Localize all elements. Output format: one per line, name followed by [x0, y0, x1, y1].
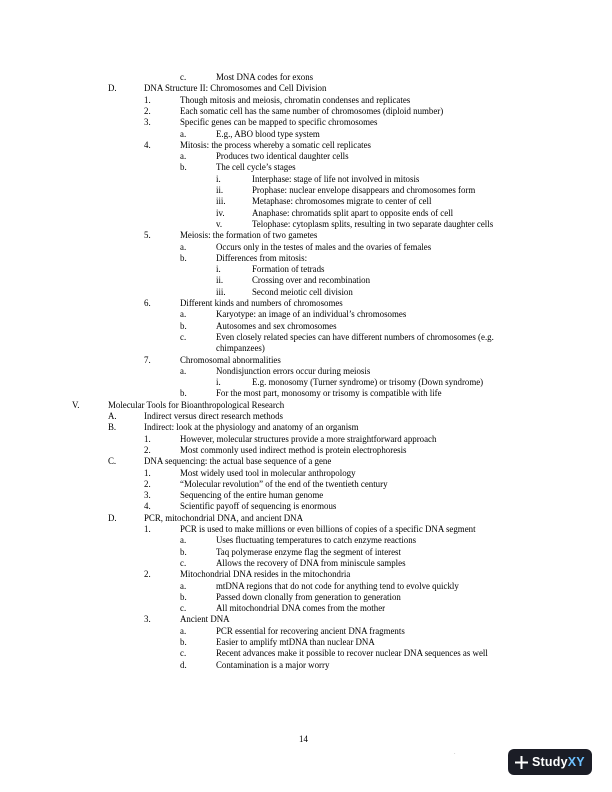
outline-text: PCR essential for recovering ancient DNA fragments — [216, 625, 405, 636]
outline-text: Allows the recovery of DNA from miniscule samples — [216, 557, 406, 568]
outline-text: Indirect versus direct research methods — [144, 411, 283, 421]
outline-marker: A. — [108, 411, 117, 421]
outline-text: Taq polymerase enzyme flag the segment of interest — [216, 546, 401, 557]
outline-text: Prophase: nuclear envelope disappears and chromosomes form — [252, 185, 476, 195]
outline-text: However, molecular structures provide a more straightforward approach — [180, 433, 437, 444]
outline-marker: a. — [180, 309, 187, 320]
outline-text: Mitochondrial DNA resides in the mitochondria — [180, 569, 351, 580]
outline-marker: i. — [216, 173, 221, 184]
outline-text: Specific genes can be mapped to specific chromosomes — [180, 117, 378, 128]
outline-marker: D. — [108, 83, 117, 94]
outline-marker: b. — [180, 546, 187, 557]
outline-marker: 4. — [144, 139, 151, 150]
outline-marker: b. — [180, 591, 187, 602]
outline-text: Differences from mitosis: — [216, 252, 308, 263]
outline-marker: b. — [180, 637, 187, 647]
outline-marker: a. — [180, 365, 187, 376]
outline-marker: c. — [180, 603, 187, 614]
outline-text: PCR, mitochondrial DNA, and ancient DNA — [144, 512, 303, 523]
outline-marker: b. — [180, 320, 187, 331]
outline-marker: a. — [180, 128, 187, 139]
outline-marker: c. — [180, 648, 187, 659]
outline-marker: ii. — [216, 185, 224, 195]
outline-text: Recent advances make it possible to recover nuclear DNA sequences as well — [216, 648, 488, 659]
outline-text: DNA sequencing: the actual base sequence of a gene — [144, 456, 332, 467]
outline-marker: ii. — [216, 275, 224, 286]
outline-marker: 4. — [144, 501, 151, 512]
outline-marker: d. — [180, 659, 187, 670]
outline-marker: 6. — [144, 298, 151, 308]
outline-text: Nondisjunction errors occur during meiosis — [216, 365, 371, 376]
outline-text: Karyotype: an image of an individual’s chromosomes — [216, 309, 407, 320]
outline-marker: 1. — [144, 467, 151, 478]
outline-marker: 3. — [144, 614, 151, 625]
outline-text: Second meiotic cell division — [252, 286, 353, 297]
outline-text: The cell cycle’s stages — [216, 162, 296, 173]
outline-marker: i. — [216, 264, 221, 275]
badge-word-xy: XY — [567, 755, 585, 769]
studyxy-badge[interactable] — [508, 749, 592, 775]
outline-marker: c. — [180, 331, 187, 342]
outline-text: Scientific payoff of sequencing is enormous — [180, 501, 337, 512]
outline-marker: a. — [180, 535, 187, 546]
outline-text: Metaphase: chromosomes migrate to center of cell — [252, 196, 432, 207]
outline-text: Most commonly used indirect method is protein electrophoresis — [180, 444, 407, 455]
outline-marker: a. — [180, 241, 187, 252]
outline-marker: v. — [216, 218, 223, 229]
outline-marker: 1. — [144, 94, 151, 105]
outline-marker: 3. — [144, 117, 151, 128]
outline-text: “Molecular revolution” of the end of the twentieth century — [180, 478, 388, 489]
outline-text: Most widely used tool in molecular anthropology — [180, 467, 356, 478]
outline-text: Crossing over and recombination — [252, 275, 371, 286]
outline-marker: b. — [180, 388, 187, 399]
outline-text: Contamination is a major worry — [216, 659, 330, 670]
outline-marker: a. — [180, 151, 187, 162]
outline-marker: V. — [72, 399, 80, 410]
outline-marker: iii. — [216, 196, 226, 207]
outline-marker: a. — [180, 625, 187, 636]
outline-marker: D. — [108, 512, 117, 523]
outline-text: PCR is used to make millions or even billions of copies of a specific DNA segment — [180, 524, 476, 534]
plus-icon — [515, 756, 528, 769]
outline-text: E.g., ABO blood type system — [216, 128, 320, 139]
outline-marker: 1. — [144, 524, 151, 534]
outline-text: Each somatic cell has the same number of chromosomes (diploid number) — [180, 105, 444, 116]
outline-text: Uses fluctuating temperatures to catch enzyme reactions — [216, 535, 417, 546]
outline-text: mtDNA regions that do not code for anything tend to evolve quickly — [216, 580, 459, 591]
outline-text: Anaphase: chromatids split apart to opposite ends of cell — [252, 207, 454, 218]
outline-text: Indirect: look at the physiology and anatomy of an organism — [144, 422, 359, 433]
outline-text: E.g. monosomy (Turner syndrome) or trisomy (Down syndrome) — [252, 377, 484, 388]
outline-text: Telophase: cytoplasm splits, resulting in two separate daughter cells — [252, 218, 494, 229]
outline-text: Most DNA codes for exons — [216, 72, 314, 82]
outline-marker: 7. — [144, 354, 151, 365]
outline-text: Sequencing of the entire human genome — [180, 490, 324, 501]
outline-marker: i. — [216, 377, 221, 388]
outline-text: Meiosis: the formation of two gametes — [180, 230, 318, 241]
outline-text: Occurs only in the testes of males and the ovaries of females — [216, 241, 432, 252]
outline-marker: b. — [180, 162, 187, 173]
outline-text: Molecular Tools for Bioanthropological Research — [108, 399, 285, 410]
outline-text: DNA Structure II: Chromosomes and Cell Division — [144, 83, 327, 94]
outline-text: Easier to amplify mtDNA than nuclear DNA — [216, 637, 375, 647]
outline-marker: c. — [180, 72, 187, 82]
outline-marker: 2. — [144, 444, 151, 455]
outline-marker: 1. — [144, 433, 151, 444]
outline-text: Passed down clonally from generation to generation — [216, 591, 401, 602]
page-number: 14 — [299, 734, 308, 744]
badge-word-study: Study — [532, 755, 568, 769]
outline-marker: 2. — [144, 478, 151, 489]
outline-marker: iv. — [216, 207, 225, 218]
outline-text: Interphase: stage of life not involved in mitosis — [252, 173, 420, 184]
outline-text: For the most part, monosomy or trisomy is compatible with life — [216, 388, 442, 399]
outline-marker: 2. — [144, 105, 151, 116]
outline-text: Chromosomal abnormalities — [180, 354, 281, 365]
outline-text: Mitosis: the process whereby a somatic cell replicates — [180, 139, 371, 150]
outline-text: Though mitosis and meiosis, chromatin condenses and replicates — [180, 94, 411, 105]
outline-marker: iii. — [216, 286, 226, 297]
outline-marker: b. — [180, 252, 187, 263]
outline-marker: 5. — [144, 230, 151, 241]
outline-marker: 2. — [144, 569, 151, 580]
outline-text: Different kinds and numbers of chromosomes — [180, 298, 343, 308]
outline-text: Ancient DNA — [180, 614, 230, 625]
outline-text: Autosomes and sex chromosomes — [216, 320, 337, 331]
outline-marker: C. — [108, 456, 117, 467]
outline-marker: a. — [180, 580, 187, 591]
outline-marker: 3. — [144, 490, 151, 501]
footer-dot: . — [454, 750, 456, 756]
outline-text: All mitochondrial DNA comes from the mother — [216, 603, 386, 614]
outline-text: Formation of tetrads — [252, 264, 325, 275]
outline-text: Even closely related species can have different numbers of chromosomes (e.g. chimpanzees) — [216, 331, 494, 354]
outline-marker: c. — [180, 557, 187, 568]
outline-marker: B. — [108, 422, 117, 433]
outline-text: Produces two identical daughter cells — [216, 151, 349, 162]
